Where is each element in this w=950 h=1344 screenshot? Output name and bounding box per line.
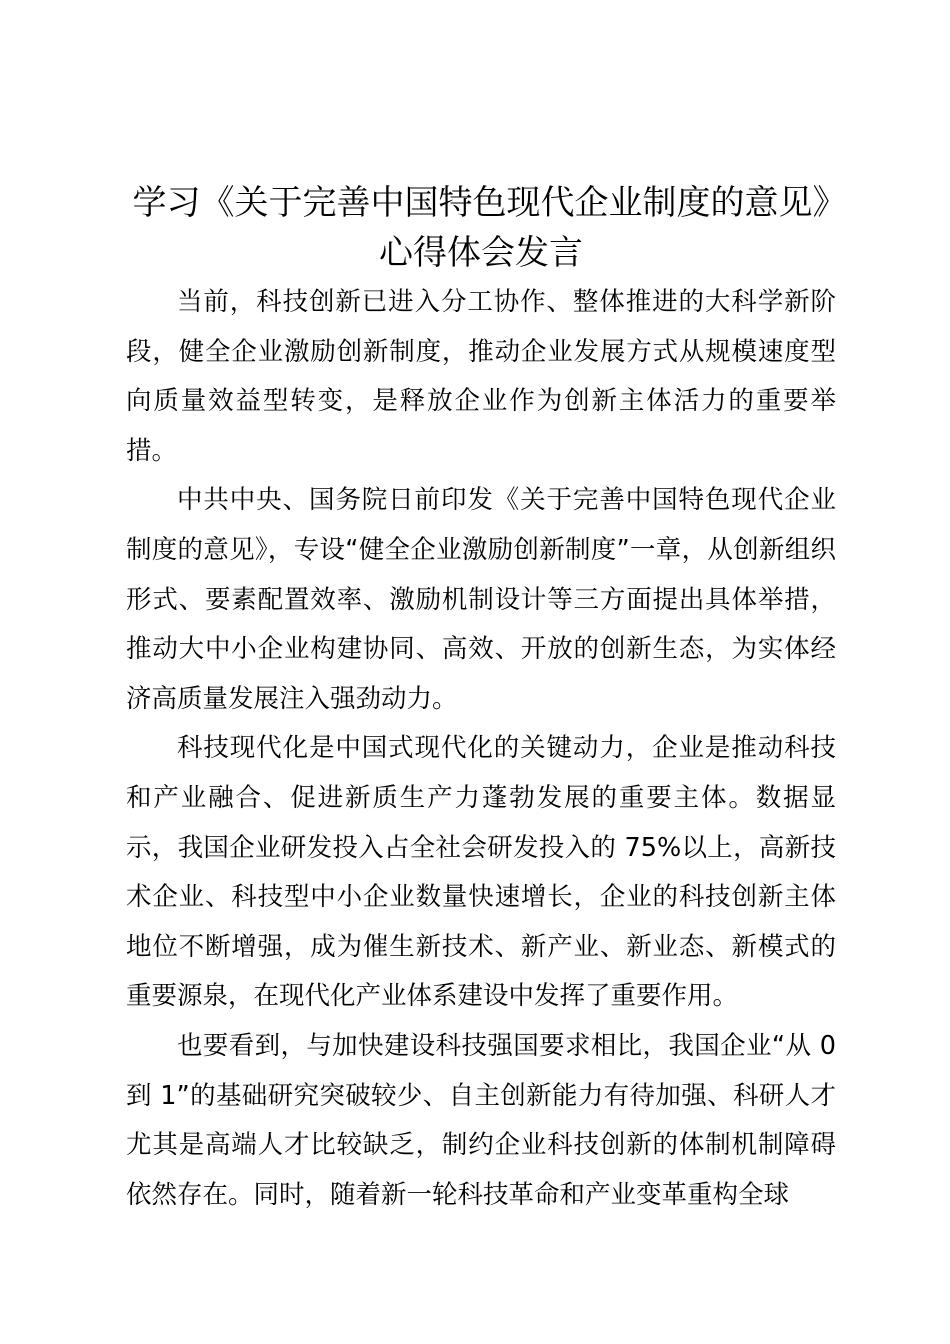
document-title: 学习《关于完善中国特色现代企业制度的意见》心得体会发言 <box>132 183 830 273</box>
body-paragraph-2: 中共中央、国务院日前印发《关于完善中国特色现代企业制度的意见》，专设“健全企业激励创新制度”一章，从创新组织形式、要素配置效率、激励机制设计等三方面提出具体举措，推动大中小企业构建协同、高效、开放的创新生态，为实体经济高质量发展注入强劲动力。 <box>126 485 836 714</box>
body-paragraph-1: 当前，科技创新已进入分工协作、整体推进的大科学新阶段，健全企业激励创新制度，推动企业发展方式从规模速度型向质量效益型转变，是释放企业作为创新主体活力的重要举措。 <box>126 287 836 466</box>
body-paragraph-3: 科技现代化是中国式现代化的关键动力，企业是推动科技和产业融合、促进新质生产力蓬勃发展的重要主体。数据显示，我国企业研发投入占全社会研发投入的 75%以上，高新技术企业、科技型中小企业数量快速增长，企业的科技创新主体地位不断增强，成为催生新技术、新产业、新业态、新模式的重要源泉，在现代化产业体系建设中发挥了重要作用。 <box>126 733 836 1012</box>
body-paragraph-4: 也要看到，与加快建设科技强国要求相比，我国企业“从 0 到 1”的基础研究突破较少、自主创新能力有待加强、科研人才尤其是高端人才比较缺乏，制约企业科技创新的体制机制障碍依然存在。同时，随着新一轮科技革命和产业变革重构全球 <box>126 1030 836 1210</box>
document-page <box>126 178 836 1220</box>
